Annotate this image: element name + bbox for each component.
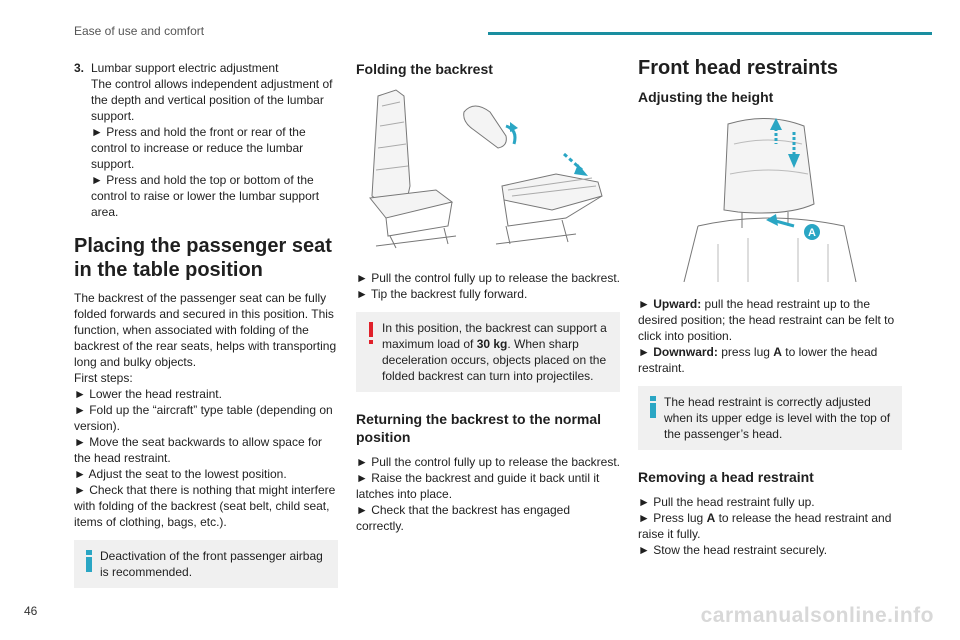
- item-number: 3.: [74, 61, 85, 75]
- return-step-2: ► Raise the backrest and guide it back until it latches into place.: [356, 471, 600, 501]
- lumbar-description: The control allows independent adjustment of the depth and vertical position of the lumbar support.: [91, 77, 333, 123]
- first-steps-label: First steps:: [74, 371, 133, 385]
- lumbar-step-1: ► Press and hold the front or rear of the control to increase or reduce the lumbar support.: [91, 125, 306, 171]
- warning-text-end: . When sharp deceleration occurs, objects placed on the folded backrest can turn into projectiles.: [382, 337, 607, 383]
- head-restraint-illustration: [638, 114, 902, 286]
- warning-icon: [368, 322, 374, 344]
- return-step-1: ► Pull the control fully up to release the backrest.: [356, 455, 621, 469]
- column-right: [638, 57, 902, 558]
- page-number: 46: [24, 604, 38, 618]
- info-icon: [86, 550, 92, 572]
- remove-step-2-start: ► Press lug: [638, 511, 707, 525]
- upward-instruction: ► Upward: pull the head restraint up to the desired position; the head restraint can be felt to click into position.: [638, 297, 895, 343]
- remove-step-1: ► Pull the head restraint fully up.: [638, 495, 815, 509]
- header-accent-bar: [488, 32, 932, 35]
- downward-text-start: press lug: [717, 345, 774, 359]
- head-restraint-note-text: The head restraint is correctly adjusted when its upper edge is level with the top of the passenger’s head.: [664, 395, 891, 441]
- airbag-note-text: Deactivation of the front passenger airbag is recommended.: [100, 549, 323, 579]
- lumbar-support-item: [74, 60, 338, 220]
- max-load-value: 30 kg: [476, 337, 508, 351]
- downward-label: Downward:: [653, 345, 718, 359]
- first-step-1: ► Lower the head restraint.: [74, 387, 222, 401]
- front-head-restraints-heading: Front head restraints: [638, 57, 839, 79]
- folding-backrest-heading: Folding the backrest: [356, 61, 493, 77]
- info-icon: [650, 396, 656, 418]
- upward-text: pull the head restraint up to the desired position; the head restraint can be felt to click into position.: [638, 297, 895, 343]
- table-position-heading: Placing the passenger seat in the table position: [74, 235, 332, 281]
- downward-lug-letter: A: [773, 345, 782, 359]
- remove-lug-letter: A: [706, 511, 716, 525]
- head-restraint-info-note: [638, 386, 902, 450]
- lug-a-label: A: [808, 227, 816, 239]
- adjusting-height-heading: Adjusting the height: [638, 89, 774, 105]
- watermark: carmanualsonline.info: [700, 604, 934, 627]
- airbag-info-note: [74, 540, 338, 588]
- removing-head-restraint-heading: Removing a head restraint: [638, 469, 814, 485]
- column-left: [74, 60, 338, 588]
- remove-step-3: ► Stow the head restraint securely.: [638, 543, 828, 557]
- section-header-title: Ease of use and comfort: [74, 24, 205, 38]
- load-warning-text: [382, 320, 612, 384]
- first-step-4: ► Adjust the seat to the lowest position.: [74, 467, 287, 481]
- table-position-intro: The backrest of the passenger seat can be fully folded forwards and secured in this position. This function, when associated with folding of the backrest of the rear seats, helps with transporting long and bulky objects.: [74, 291, 337, 369]
- folding-backrest-illustration: [356, 86, 620, 260]
- lumbar-step-2: ► Press and hold the top or bottom of the control to raise or lower the lumbar support area.: [91, 173, 320, 219]
- lumbar-title: Lumbar support electric adjustment: [91, 61, 279, 75]
- first-step-5: ► Check that there is nothing that might interfere with folding of the backrest (seat belt, child seat, items of clothing, bags, etc.).: [74, 483, 336, 529]
- return-backrest-heading: Returning the backrest to the normal position: [356, 411, 602, 445]
- downward-instruction: ► Downward: press lug A to lower the head restraint.: [638, 345, 878, 375]
- warning-text-start: In this position, the backrest can support a maximum load of: [382, 321, 607, 351]
- remove-step-2: [638, 510, 902, 542]
- first-step-3: ► Move the seat backwards to allow space for the head restraint.: [74, 435, 322, 465]
- first-step-2: ► Fold up the “aircraft” type table (depending on version).: [74, 403, 333, 433]
- return-step-3: ► Check that the backrest has engaged correctly.: [356, 503, 571, 533]
- upward-label: Upward:: [653, 297, 702, 311]
- column-middle: [356, 60, 620, 534]
- remove-step-2-end: to release the head restraint and raise it fully.: [638, 511, 892, 541]
- fold-step-2: ► Tip the backrest fully forward.: [356, 287, 528, 301]
- load-warning-note: [356, 312, 620, 392]
- fold-step-1: ► Pull the control fully up to release the backrest.: [356, 271, 621, 285]
- downward-text-end: to lower the head restraint.: [638, 345, 878, 375]
